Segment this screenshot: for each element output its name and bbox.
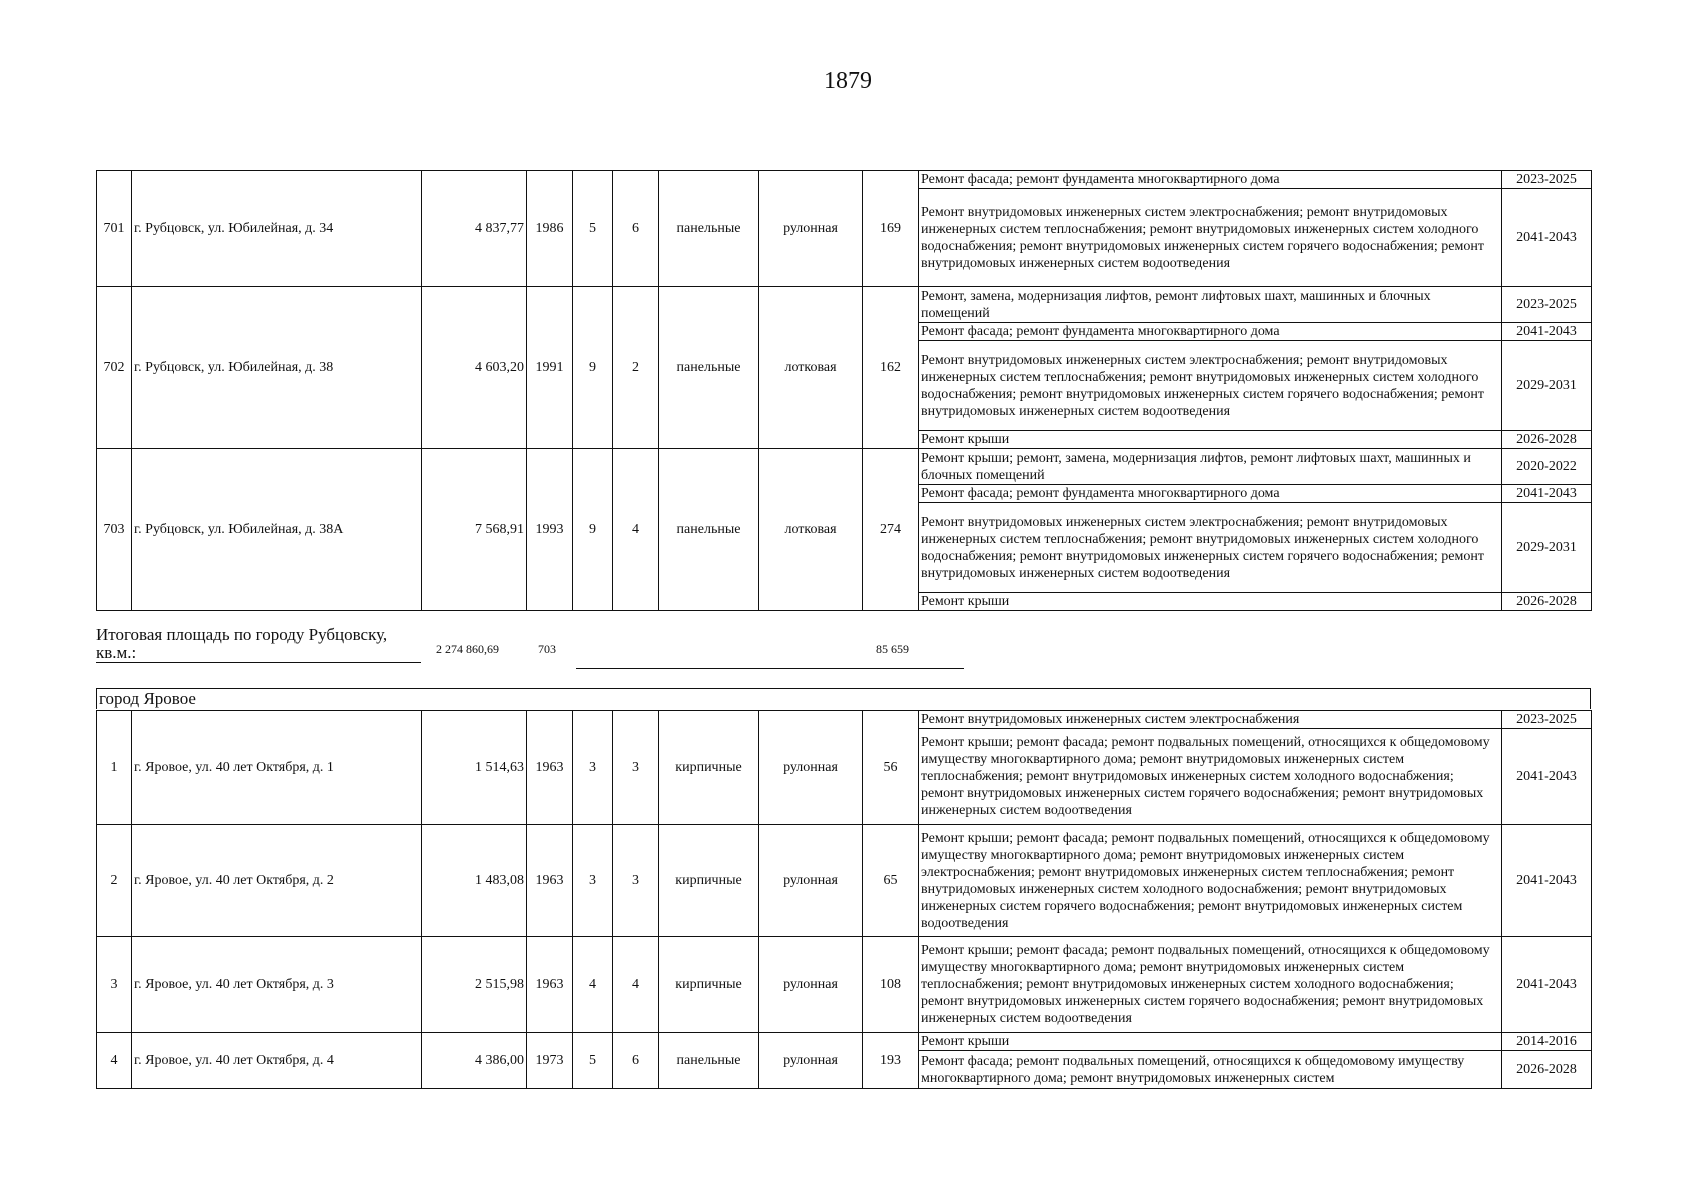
row-number: 703 (97, 449, 132, 611)
work-period-cell: 2041-2043 (1502, 189, 1592, 287)
rubtsovsk-table (96, 170, 1592, 611)
entrances-cell: 6 (613, 1033, 659, 1089)
row-number: 2 (97, 825, 132, 937)
address-cell: г. Яровое, ул. 40 лет Октября, д. 1 (132, 711, 422, 825)
row-number: 3 (97, 937, 132, 1033)
table-row (97, 937, 1592, 1033)
work-period-cell: 2014-2016 (1502, 1033, 1592, 1051)
entrances-cell: 4 (613, 937, 659, 1033)
work-description-cell: Ремонт крыши; ремонт, замена, модернизация лифтов, ремонт лифтовых шахт, машинных и блочных помещений (919, 449, 1502, 485)
floors-cell: 5 (573, 171, 613, 287)
walls-cell: панельные (659, 1033, 759, 1089)
year-cell: 1963 (527, 937, 573, 1033)
floors-cell: 3 (573, 825, 613, 937)
work-description-cell: Ремонт крыши (919, 1033, 1502, 1051)
work-description-cell: Ремонт крыши; ремонт фасада; ремонт подвальных помещений, относящихся к общедомовому имуществу многоквартирного дома; ремонт внутридомовых инженерных систем электроснабжения; ремонт внутридомовых инженерных систем теплоснабжения; ремонт внутридомовых инженерных систем холодного водоснабжения; ремонт внутридомовых инженерных систем горячего водоснабжения; ремонт внутридомовых инженерных систем водоотведения (919, 825, 1502, 937)
row-number: 4 (97, 1033, 132, 1089)
work-period-cell: 2041-2043 (1502, 729, 1592, 825)
area-cell: 4 603,20 (422, 287, 527, 449)
address-cell: г. Рубцовск, ул. Юбилейная, д. 38 (132, 287, 422, 449)
table-row (97, 825, 1592, 937)
work-description-cell: Ремонт крыши; ремонт фасада; ремонт подвальных помещений, относящихся к общедомовому имуществу многоквартирного дома; ремонт внутридомовых инженерных систем теплоснабжения; ремонт внутридомовых инженерных систем холодного водоснабжения; ремонт внутридомовых инженерных систем горячего водоснабжения; ремонт внутридомовых инженерных систем водоотведения (919, 729, 1502, 825)
address-cell: г. Яровое, ул. 40 лет Октября, д. 2 (132, 825, 422, 937)
work-period-cell: 2029-2031 (1502, 503, 1592, 593)
area-cell: 2 515,98 (422, 937, 527, 1033)
work-description-cell: Ремонт фасада; ремонт фундамента многоквартирного дома (919, 323, 1502, 341)
area-cell: 7 568,91 (422, 449, 527, 611)
floors-cell: 5 (573, 1033, 613, 1089)
work-period-cell: 2026-2028 (1502, 1051, 1592, 1089)
work-description-cell: Ремонт фасада; ремонт фундамента многоквартирного дома (919, 171, 1502, 189)
year-cell: 1963 (527, 711, 573, 825)
work-period-cell: 2026-2028 (1502, 593, 1592, 611)
work-description-cell: Ремонт фасада; ремонт фундамента многоквартирного дома (919, 485, 1502, 503)
page-number: 1879 (824, 68, 872, 94)
table-row (97, 711, 1592, 729)
address-cell: г. Рубцовск, ул. Юбилейная, д. 34 (132, 171, 422, 287)
table-row (97, 449, 1592, 485)
residents-cell: 169 (863, 171, 919, 287)
residents-cell: 65 (863, 825, 919, 937)
year-cell: 1991 (527, 287, 573, 449)
roof-cell: рулонная (759, 711, 863, 825)
walls-cell: панельные (659, 287, 759, 449)
work-period-cell: 2023-2025 (1502, 711, 1592, 729)
work-period-cell: 2029-2031 (1502, 341, 1592, 431)
table-row (97, 171, 1592, 189)
walls-cell: кирпичные (659, 711, 759, 825)
floors-cell: 9 (573, 449, 613, 611)
work-description-cell: Ремонт внутридомовых инженерных систем электроснабжения; ремонт внутридомовых инженерных систем теплоснабжения; ремонт внутридомовых инженерных систем холодного водоснабжения; ремонт внутридомовых инженерных систем горячего водоснабжения; ремонт внутридомовых инженерных систем водоотведения (919, 503, 1502, 593)
yarovoe-table-body (97, 711, 1592, 1089)
floors-cell: 3 (573, 711, 613, 825)
entrances-cell: 4 (613, 449, 659, 611)
work-description-cell: Ремонт фасада; ремонт подвальных помещений, относящихся к общедомовому имуществу многоквартирного дома; ремонт внутридомовых инженерных систем (919, 1051, 1502, 1089)
floors-cell: 4 (573, 937, 613, 1033)
yarovoe-table (96, 710, 1592, 1089)
totals-count: 703 (538, 642, 556, 656)
work-description-cell: Ремонт внутридомовых инженерных систем электроснабжения (919, 711, 1502, 729)
roof-cell: лотковая (759, 449, 863, 611)
rubtsovsk-table-body (97, 171, 1592, 611)
work-description-cell: Ремонт крыши (919, 593, 1502, 611)
totals-label: Итоговая площадь по городу Рубцовску, кв.м.: (96, 626, 421, 663)
address-cell: г. Яровое, ул. 40 лет Октября, д. 4 (132, 1033, 422, 1089)
work-period-cell: 2041-2043 (1502, 323, 1592, 341)
area-cell: 1 514,63 (422, 711, 527, 825)
work-period-cell: 2023-2025 (1502, 171, 1592, 189)
totals-area: 2 274 860,69 (436, 642, 499, 656)
roof-cell: рулонная (759, 825, 863, 937)
entrances-cell: 2 (613, 287, 659, 449)
work-period-cell: 2023-2025 (1502, 287, 1592, 323)
entrances-cell: 6 (613, 171, 659, 287)
year-cell: 1973 (527, 1033, 573, 1089)
walls-cell: панельные (659, 449, 759, 611)
year-cell: 1963 (527, 825, 573, 937)
row-number: 1 (97, 711, 132, 825)
residents-cell: 193 (863, 1033, 919, 1089)
floors-cell: 9 (573, 287, 613, 449)
address-cell: г. Рубцовск, ул. Юбилейная, д. 38А (132, 449, 422, 611)
work-period-cell: 2041-2043 (1502, 937, 1592, 1033)
entrances-cell: 3 (613, 711, 659, 825)
row-number: 701 (97, 171, 132, 287)
walls-cell: кирпичные (659, 825, 759, 937)
city-header-yarovoe: город Яровое (96, 688, 1591, 709)
residents-cell: 108 (863, 937, 919, 1033)
work-description-cell: Ремонт крыши; ремонт фасада; ремонт подвальных помещений, относящихся к общедомовому имуществу многоквартирного дома; ремонт внутридомовых инженерных систем теплоснабжения; ремонт внутридомовых инженерных систем холодного водоснабжения; ремонт внутридомовых инженерных систем горячего водоснабжения; ремонт внутридомовых инженерных систем водоотведения (919, 937, 1502, 1033)
row-number: 702 (97, 287, 132, 449)
work-description-cell: Ремонт, замена, модернизация лифтов, ремонт лифтовых шахт, машинных и блочных помещений (919, 287, 1502, 323)
work-period-cell: 2020-2022 (1502, 449, 1592, 485)
residents-cell: 274 (863, 449, 919, 611)
area-cell: 4 386,00 (422, 1033, 527, 1089)
work-description-cell: Ремонт крыши (919, 431, 1502, 449)
address-cell: г. Яровое, ул. 40 лет Октября, д. 3 (132, 937, 422, 1033)
year-cell: 1993 (527, 449, 573, 611)
year-cell: 1986 (527, 171, 573, 287)
work-period-cell: 2041-2043 (1502, 485, 1592, 503)
residents-cell: 56 (863, 711, 919, 825)
work-period-cell: 2026-2028 (1502, 431, 1592, 449)
totals-residents: 85 659 (876, 642, 909, 656)
work-period-cell: 2041-2043 (1502, 825, 1592, 937)
table-row (97, 1033, 1592, 1051)
walls-cell: панельные (659, 171, 759, 287)
roof-cell: рулонная (759, 1033, 863, 1089)
area-cell: 4 837,77 (422, 171, 527, 287)
roof-cell: лотковая (759, 287, 863, 449)
residents-cell: 162 (863, 287, 919, 449)
rubtsovsk-totals (96, 626, 1591, 674)
entrances-cell: 3 (613, 825, 659, 937)
table-row (97, 287, 1592, 323)
work-description-cell: Ремонт внутридомовых инженерных систем электроснабжения; ремонт внутридомовых инженерных систем теплоснабжения; ремонт внутридомовых инженерных систем холодного водоснабжения; ремонт внутридомовых инженерных систем горячего водоснабжения; ремонт внутридомовых инженерных систем водоотведения (919, 189, 1502, 287)
roof-cell: рулонная (759, 171, 863, 287)
roof-cell: рулонная (759, 937, 863, 1033)
work-description-cell: Ремонт внутридомовых инженерных систем электроснабжения; ремонт внутридомовых инженерных систем теплоснабжения; ремонт внутридомовых инженерных систем холодного водоснабжения; ремонт внутридомовых инженерных систем горячего водоснабжения; ремонт внутридомовых инженерных систем водоотведения (919, 341, 1502, 431)
area-cell: 1 483,08 (422, 825, 527, 937)
walls-cell: кирпичные (659, 937, 759, 1033)
totals-underline (576, 668, 964, 669)
